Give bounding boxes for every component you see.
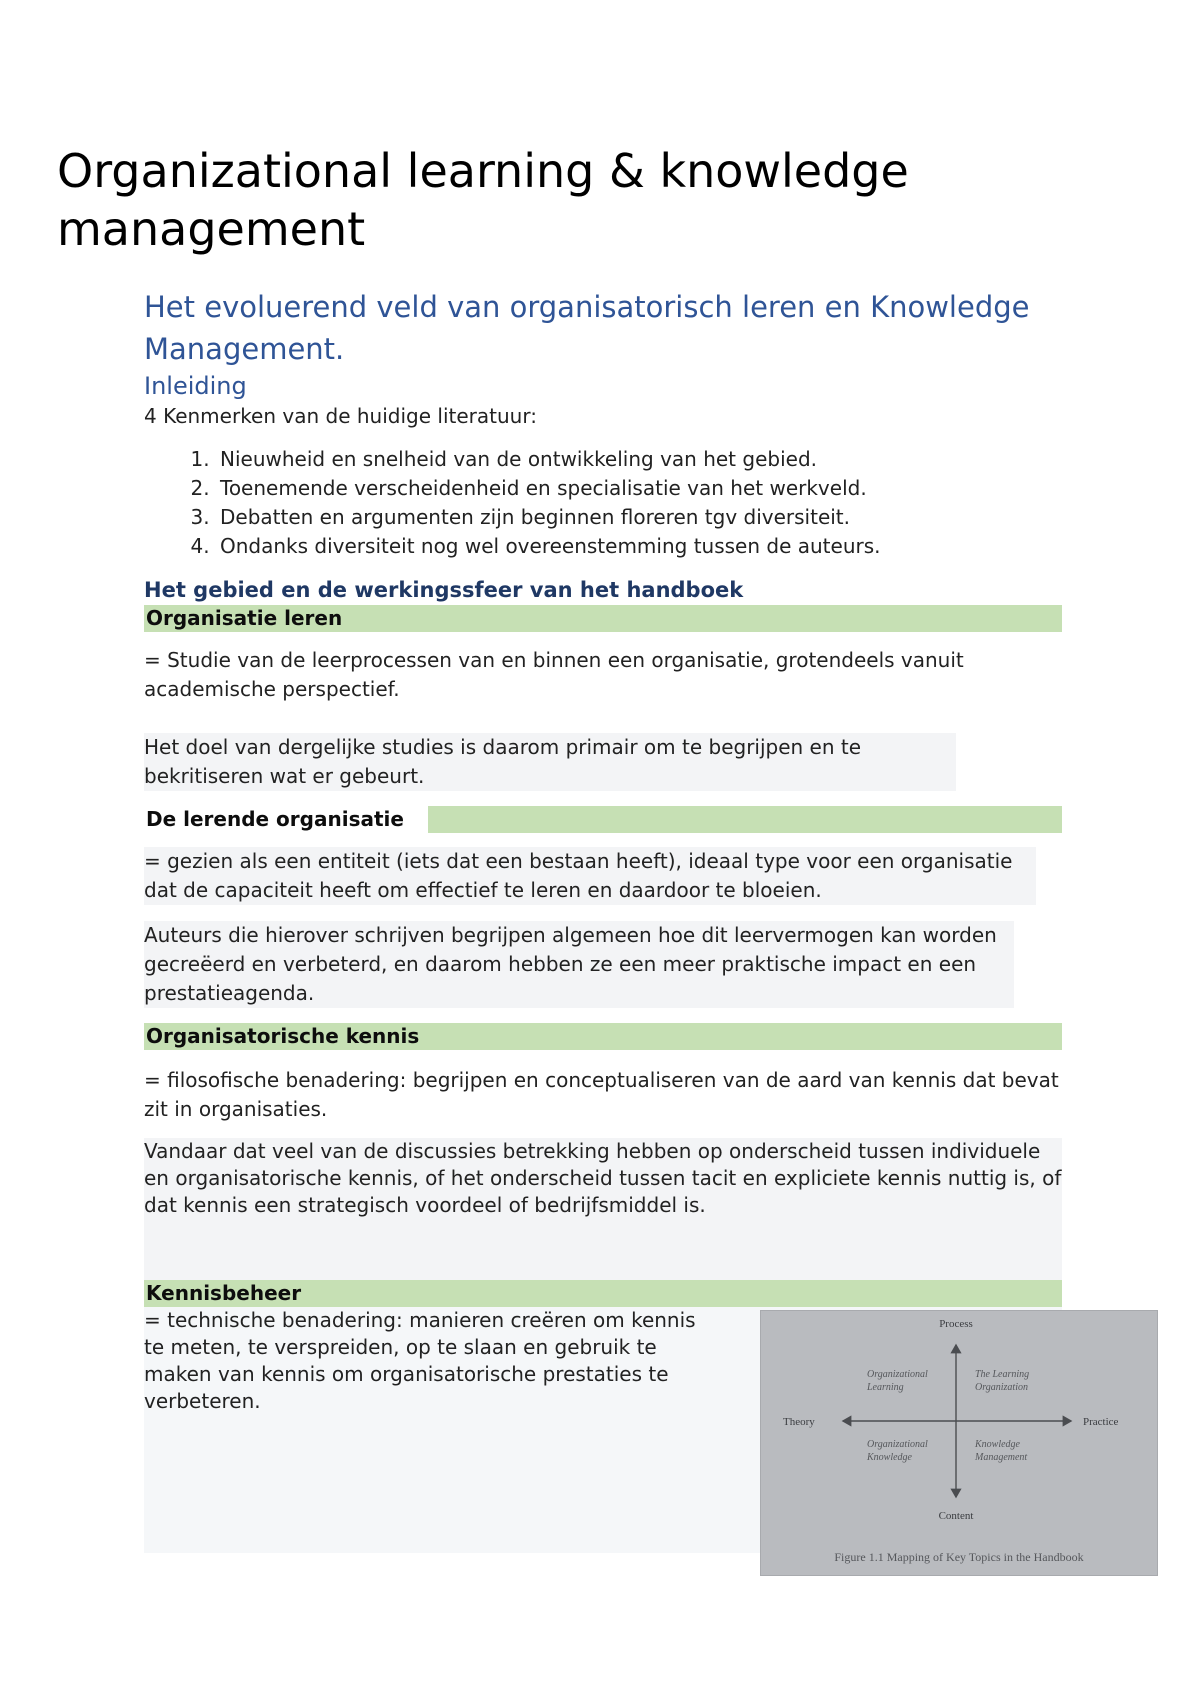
kennisbeheer-definition: = technische benadering: manieren creëren om kennis te meten, te verspreiden, op te slaan en gebruik te maken van kennis om organisatorische prestaties te verbeteren. <box>144 1308 696 1413</box>
quadrant-label: Organizational <box>867 1369 928 1380</box>
organisatorische-kennis-definition: = filosofische benadering: begrijpen en conceptualiseren van de aard van kennis dat bevat zit in organisaties. <box>144 1068 1059 1121</box>
gebied-heading: Het gebied en de werkingssfeer van het handboek <box>144 578 744 602</box>
axis-label-process: Process <box>939 1318 973 1330</box>
mapping-diagram <box>761 1311 1157 1575</box>
quadrant-label: The Learning <box>975 1369 1030 1380</box>
organisatie-leren-purpose: Het doel van dergelijke studies is daarom primair om te begrijpen en te bekritiseren wat er gebeurt. <box>144 733 956 791</box>
axis-label-practice: Practice <box>1083 1416 1119 1428</box>
main-heading: Het evoluerend veld van organisatorisch leren en Knowledge Management. <box>144 290 1030 366</box>
axis-label-content: Content <box>938 1510 974 1522</box>
inleiding-heading: Inleiding <box>144 372 247 400</box>
quadrant-label: Management <box>975 1452 1028 1463</box>
figure-caption: Figure 1.1 Mapping of Key Topics in the Handbook <box>834 1550 1084 1564</box>
section-label-organisatie-leren: Organisatie leren <box>144 605 1062 632</box>
lerende-organisatie-definition: = gezien als een entiteit (iets dat een bestaan heeft), ideaal type voor een organisatie dat de capaciteit heeft om effectief te leren en daardoor te bloeien. <box>144 847 1036 905</box>
quadrant-label: Organizational <box>867 1439 928 1450</box>
list-item: 4. Ondanks diversiteit nog wel overeenstemming tussen de auteurs. <box>216 532 1062 561</box>
section-label-lerende-organisatie: De lerende organisatie <box>144 806 1062 833</box>
organisatie-leren-definition: = Studie van de leerprocessen van en binnen een organisatie, grotendeels vanuit academische perspectief. <box>144 648 964 701</box>
quadrant-label: Knowledge <box>867 1452 912 1463</box>
axis-label-theory: Theory <box>783 1416 815 1428</box>
feature-list <box>144 445 1062 561</box>
page-title: Organizational learning & knowledge management <box>57 144 909 256</box>
quadrant-label: Learning <box>867 1382 904 1393</box>
list-item: 2. Toenemende verscheidenheid en specialisatie van het werkveld. <box>216 474 1062 503</box>
mapping-figure <box>760 1310 1158 1576</box>
organisatorische-kennis-discussion: Vandaar dat veel van de discussies betrekking hebben op onderscheid tussen individuele en organisatorische kennis, of het onderscheid tussen tacit en expliciete kennis nuttig is, of dat kennis een strategisch voordeel of bedrijfsmiddel is. <box>144 1138 1062 1280</box>
inleiding-intro: 4 Kenmerken van de huidige literatuur: <box>144 404 537 428</box>
section-label-organisatorische-kennis: Organisatorische kennis <box>144 1023 1062 1050</box>
quadrant-label: Organization <box>975 1382 1028 1393</box>
quadrant-label: Knowledge <box>975 1439 1020 1450</box>
list-item: 1. Nieuwheid en snelheid van de ontwikkeling van het gebied. <box>216 445 1062 474</box>
section-label-kennisbeheer: Kennisbeheer <box>144 1280 1062 1307</box>
list-item: 3. Debatten en argumenten zijn beginnen floreren tgv diversiteit. <box>216 503 1062 532</box>
lerende-organisatie-authors: Auteurs die hierover schrijven begrijpen algemeen hoe dit leervermogen kan worden gecreëerd en verbeterd, en daarom hebben ze een meer praktische impact en een prestatieagenda. <box>144 921 1014 1008</box>
